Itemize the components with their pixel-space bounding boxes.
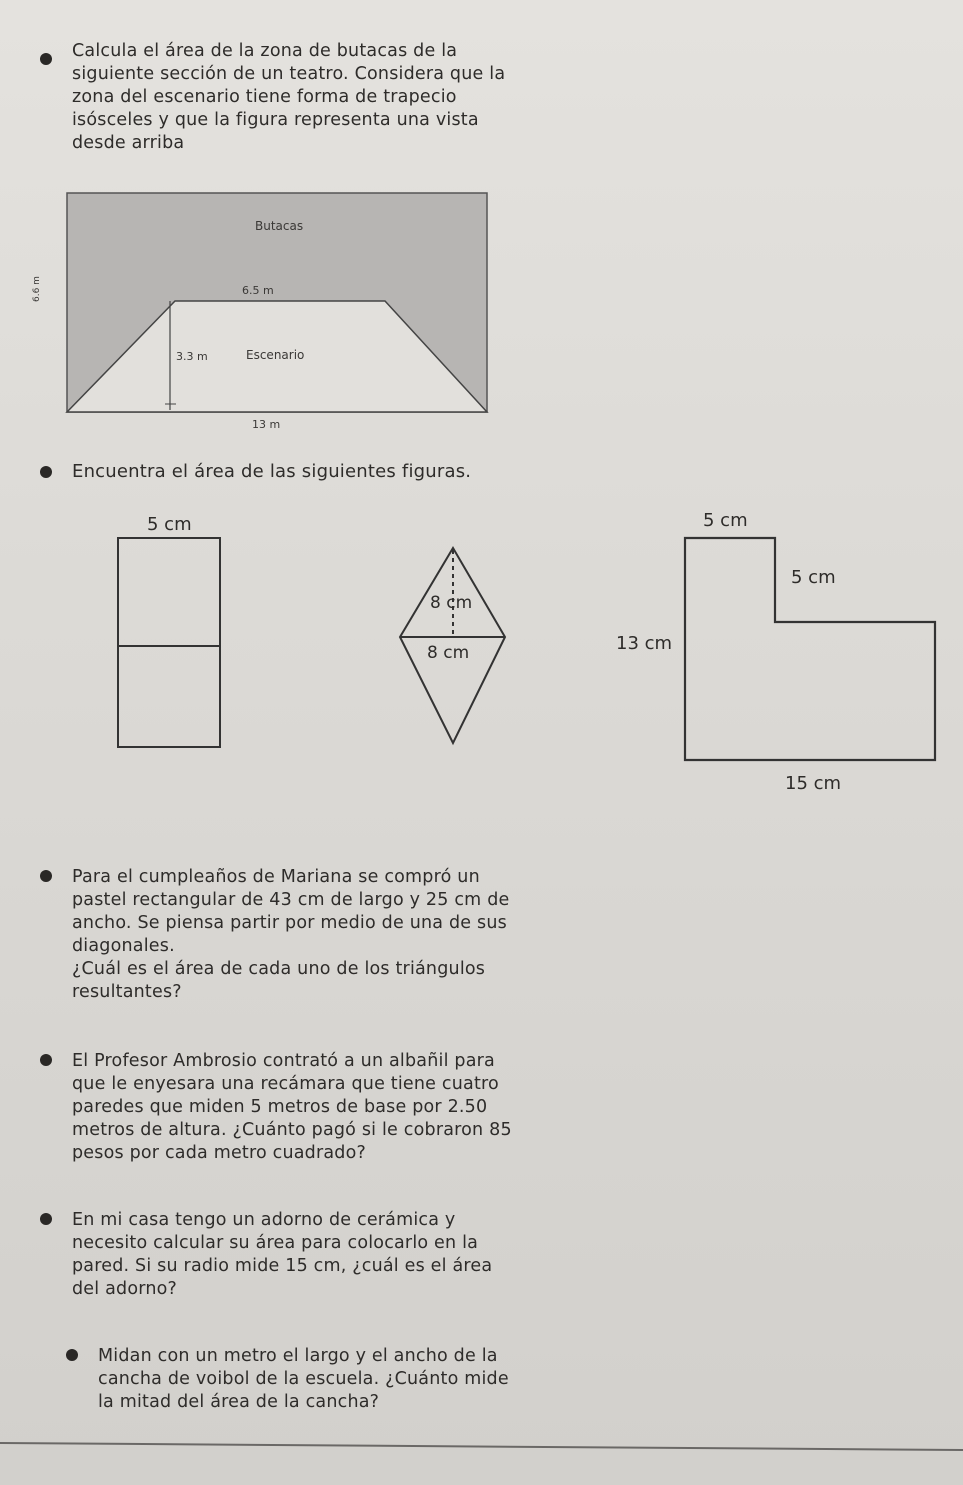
question-line: isósceles y que la figura representa una vista — [72, 110, 479, 130]
side-label: 6.6 m — [32, 276, 42, 302]
question-line: necesito calcular su área para colocarlo en la — [72, 1233, 479, 1253]
top-width-label: 6.5 m — [242, 284, 274, 297]
question-line: desde arriba — [72, 133, 185, 153]
rhombus-horizontal-label: 8 cm — [427, 643, 470, 663]
rect-width-label: 5 cm — [147, 514, 192, 535]
question-line: del adorno? — [72, 1279, 178, 1299]
lshape-top-label: 5 cm — [703, 510, 748, 531]
base-width-label: 13 m — [252, 418, 281, 431]
bullet-icon — [40, 870, 52, 882]
question-line: ¿Cuál es el área de cada uno de los triángulos — [72, 959, 486, 979]
lshape-bottom-label: 15 cm — [785, 773, 842, 794]
seats-label: Butacas — [255, 219, 304, 233]
question-line: siguiente sección de un teatro. Considera que la — [72, 64, 506, 84]
lshape-step-label: 5 cm — [791, 567, 836, 588]
bullet-icon — [66, 1349, 78, 1361]
question-line: pesos por cada metro cuadrado? — [72, 1143, 367, 1163]
rectangle-figure — [118, 538, 220, 747]
question-line: metros de altura. ¿Cuánto pagó si le cobraron 85 — [72, 1120, 512, 1140]
question-line: resultantes? — [72, 982, 182, 1002]
rhombus-vertical-label: 8 cm — [430, 593, 473, 613]
bullet-icon — [40, 1213, 52, 1225]
page-edge-line — [0, 1443, 963, 1450]
question-line: paredes que miden 5 metros de base por 2.50 — [72, 1097, 488, 1117]
question-line: zona del escenario tiene forma de trapecio — [72, 87, 457, 107]
question-line: ancho. Se piensa partir por medio de una de sus — [72, 913, 507, 933]
bullet-icon — [40, 466, 52, 478]
question-line: diagonales. — [72, 936, 175, 956]
question-line: pared. Si su radio mide 15 cm, ¿cuál es el área — [72, 1256, 493, 1276]
question-line: que le enyesara una recámara que tiene cuatro — [72, 1074, 499, 1094]
lshape-height-label: 13 cm — [616, 633, 673, 654]
bullet-icon — [40, 1054, 52, 1066]
question-line: cancha de voibol de la escuela. ¿Cuánto mide — [98, 1369, 509, 1389]
stage-label: Escenario — [246, 348, 305, 362]
question-line: Calcula el área de la zona de butacas de la — [72, 41, 458, 61]
question-line: Midan con un metro el largo y el ancho de la — [98, 1346, 498, 1366]
question-line: El Profesor Ambrosio contrató a un albañil para — [72, 1051, 495, 1071]
question-line: Para el cumpleaños de Mariana se compró un — [72, 867, 480, 887]
question-line: pastel rectangular de 43 cm de largo y 25 cm de — [72, 890, 510, 910]
rectangle-outline — [118, 538, 220, 747]
question-line: En mi casa tengo un adorno de cerámica y — [72, 1210, 456, 1230]
height-label: 3.3 m — [176, 350, 208, 363]
question-line: la mitad del área de la cancha? — [98, 1392, 380, 1412]
question-line: Encuentra el área de las siguientes figuras. — [72, 461, 472, 482]
